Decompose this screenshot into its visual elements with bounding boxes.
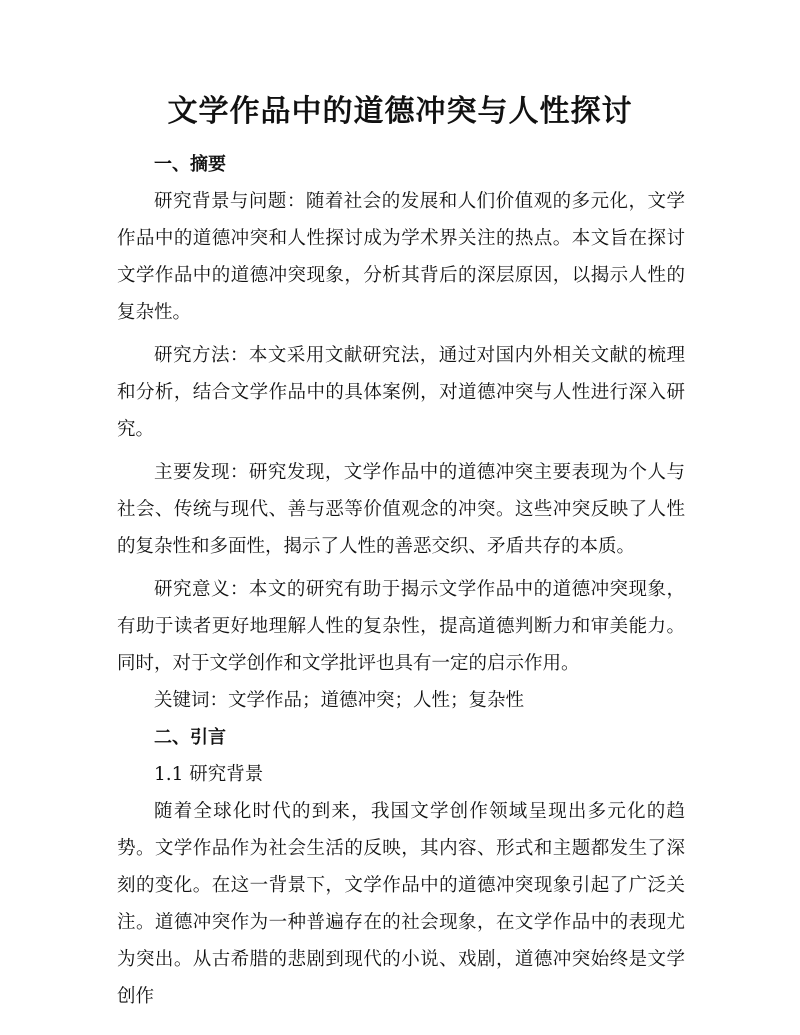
abstract-heading: 一、摘要 xyxy=(154,154,226,175)
abstract-paragraph-significance: 研究意义：本文的研究有助于揭示文学作品中的道德冲突现象，有助于读者更好地理解人性的复杂性，提高道德判断力和审美能力。同时，对于文学创作和文学批评也具有一定的启示作用。 xyxy=(117,579,685,674)
document-title: 文学作品中的道德冲突与人性探讨 xyxy=(167,94,633,129)
keywords-line: 关键词：文学作品；道德冲突；人性；复杂性 xyxy=(154,690,525,711)
intro-paragraph-background: 随着全球化时代的到来，我国文学创作领域呈现出多元化的趋势。文学作品作为社会生活的反映，其内容、形式和主题都发生了深刻的变化。在这一背景下，文学作品中的道德冲突现象引起了广泛关注。道德冲突作为一种普遍存在的社会现象，在文学作品中的表现尤为突出。从古希腊的悲剧到现代的小说、戏剧，道德冲突始终是文学创作 xyxy=(117,801,685,1007)
intro-heading: 二、引言 xyxy=(154,727,226,748)
abstract-paragraph-findings: 主要发现：研究发现，文学作品中的道德冲突主要表现为个人与社会、传统与现代、善与恶等价值观念的冲突。这些冲突反映了人性的复杂性和多面性，揭示了人性的善恶交织、矛盾共存的本质。 xyxy=(117,462,685,557)
abstract-paragraph-method: 研究方法：本文采用文献研究法，通过对国内外相关文献的梳理和分析，结合文学作品中的具体案例，对道德冲突与人性进行深入研究。 xyxy=(117,345,685,440)
intro-subheading: 1.1 研究背景 xyxy=(154,764,264,785)
abstract-paragraph-background: 研究背景与问题：随着社会的发展和人们价值观的多元化，文学作品中的道德冲突和人性探讨成为学术界关注的热点。本文旨在探讨文学作品中的道德冲突现象，分析其背后的深层原因，以揭示人性的复杂性。 xyxy=(117,191,685,323)
document-body xyxy=(117,146,685,1015)
